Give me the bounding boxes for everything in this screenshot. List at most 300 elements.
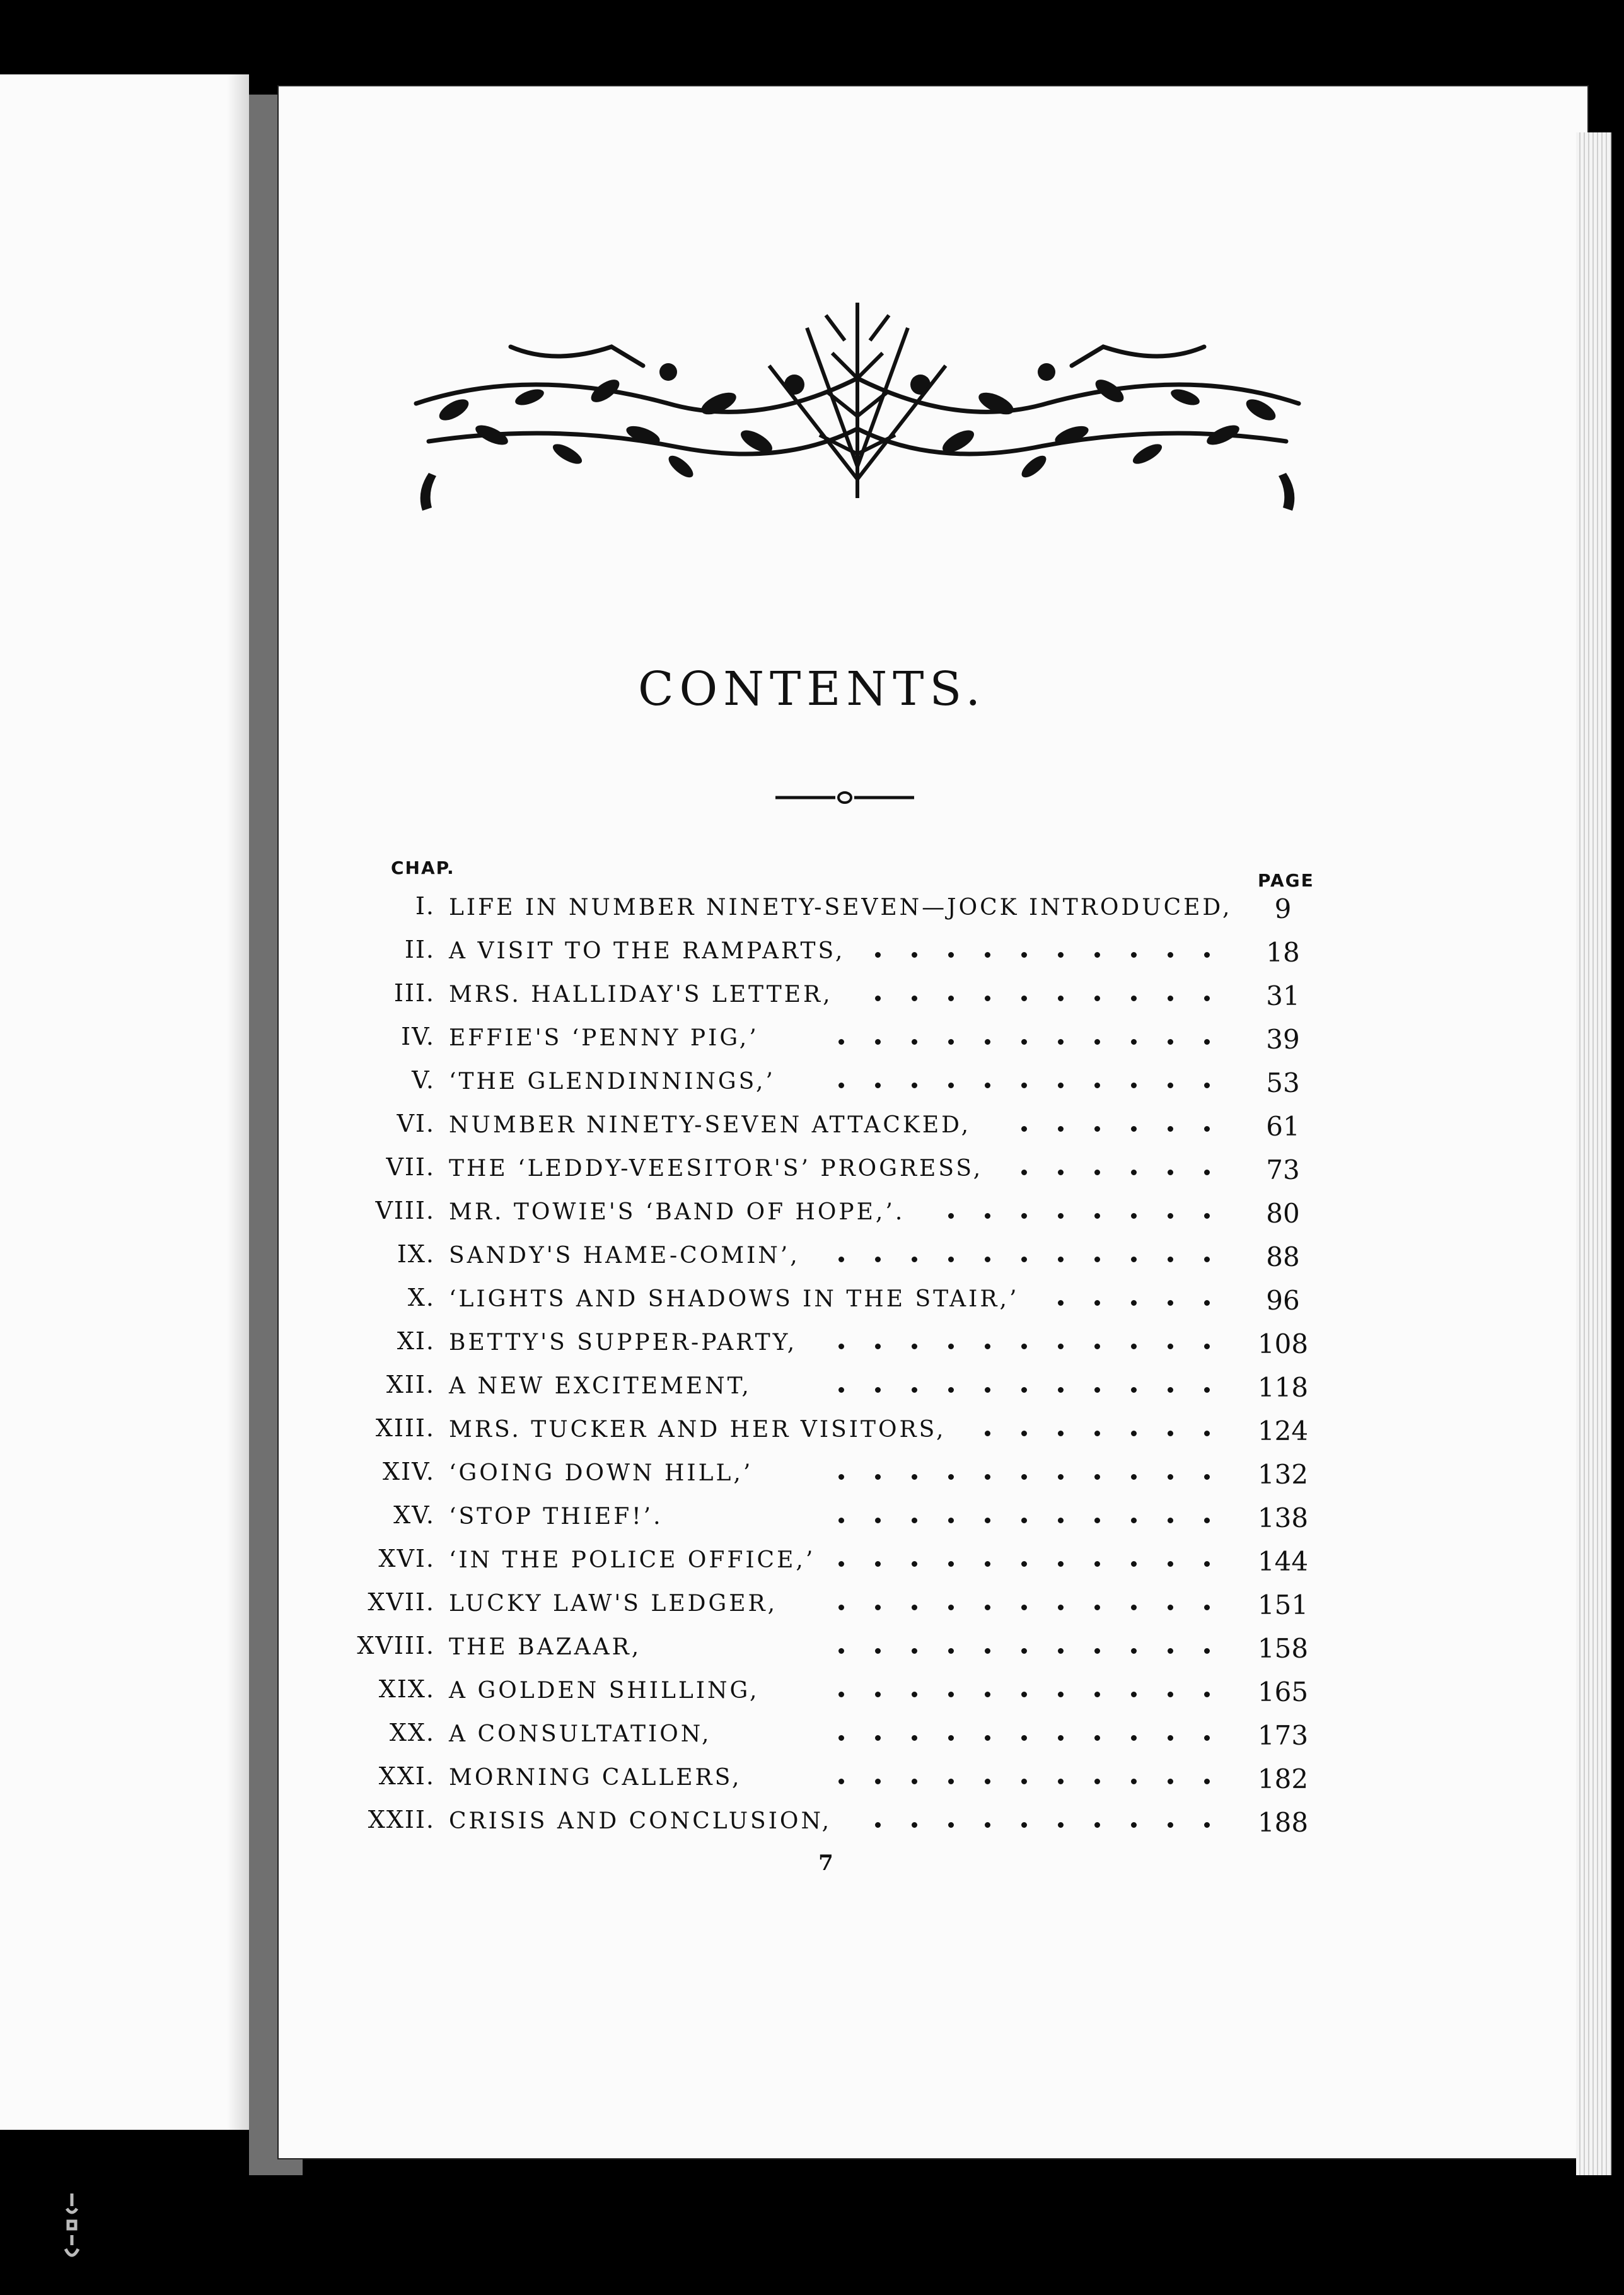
dot-leader <box>1204 1735 1210 1741</box>
chapter-page-number: 108 <box>1257 1328 1309 1359</box>
chapter-numeral: XIV. <box>383 1458 435 1485</box>
dot-leader <box>1204 1300 1210 1306</box>
chapter-numeral: VII. <box>386 1153 435 1181</box>
chapter-title: MRS. TUCKER AND HER VISITORS, <box>449 1417 946 1443</box>
dot-leader <box>948 1213 954 1219</box>
dot-leader <box>1131 1518 1137 1523</box>
toc-entry <box>0 1719 1624 1762</box>
toc-entry <box>0 892 1624 935</box>
dot-leader <box>912 1822 917 1828</box>
chapter-title: LUCKY LAW'S LEDGER, <box>449 1591 778 1617</box>
dot-leader <box>838 1474 844 1480</box>
dot-leader <box>875 1735 881 1741</box>
dot-leader <box>838 1344 844 1349</box>
dot-leader <box>1168 1779 1173 1784</box>
dot-leader <box>948 1561 954 1567</box>
chapter-page-number: 124 <box>1257 1415 1309 1446</box>
chapter-page-number: 31 <box>1266 980 1300 1011</box>
dot-leader <box>1204 996 1210 1001</box>
dot-leader <box>948 952 954 958</box>
dot-leader <box>1204 1344 1210 1349</box>
dot-leader <box>985 1344 990 1349</box>
dot-leader <box>1058 1083 1064 1088</box>
dot-leader <box>1131 1431 1137 1436</box>
chapter-numeral: IX. <box>397 1240 435 1268</box>
dot-leader <box>1131 1822 1137 1828</box>
dot-leader <box>1021 1648 1027 1654</box>
chapter-page-number: 73 <box>1266 1154 1300 1185</box>
dot-leader <box>1094 1561 1100 1567</box>
dot-leader <box>1168 1648 1173 1654</box>
dot-leader <box>1094 1605 1100 1610</box>
dot-leader <box>1058 1605 1064 1610</box>
chapter-page-number: 132 <box>1257 1459 1309 1490</box>
dot-leader <box>1168 1344 1173 1349</box>
dot-leader <box>875 1561 881 1567</box>
dot-leader <box>1131 1257 1137 1262</box>
dot-leader <box>1204 1083 1210 1088</box>
dot-leader <box>1021 1561 1027 1567</box>
dot-leader <box>1131 1735 1137 1741</box>
dot-leader <box>1204 1561 1210 1567</box>
dot-leader <box>1131 1605 1137 1610</box>
dot-leader <box>1204 1474 1210 1480</box>
dot-leader <box>1058 1561 1064 1567</box>
dot-leader <box>1204 952 1210 958</box>
chapter-page-number: 158 <box>1257 1633 1309 1664</box>
dot-leader <box>1094 1822 1100 1828</box>
dot-leader <box>1058 1518 1064 1523</box>
dot-leader <box>1168 1561 1173 1567</box>
chapter-title: MRS. HALLIDAY'S LETTER, <box>449 982 833 1008</box>
dot-leader <box>838 1561 844 1567</box>
chapter-title: BETTY'S SUPPER-PARTY, <box>449 1330 798 1356</box>
dot-leader <box>875 1474 881 1480</box>
dot-leader <box>912 1692 917 1697</box>
dot-leader <box>1204 1170 1210 1175</box>
page-column-header: PAGE <box>1258 870 1314 891</box>
dot-leader <box>985 996 990 1001</box>
dot-leader <box>1058 1170 1064 1175</box>
dot-leader <box>912 1561 917 1567</box>
dot-leader <box>912 1474 917 1480</box>
dot-leader <box>1168 1518 1173 1523</box>
dot-leader <box>875 1344 881 1349</box>
toc-entry <box>0 936 1624 979</box>
dot-leader <box>1094 1300 1100 1306</box>
dot-leader <box>1021 1039 1027 1045</box>
chapter-numeral: I. <box>415 892 435 920</box>
chapter-numeral: XIX. <box>378 1675 435 1703</box>
toc-entry <box>0 979 1624 1022</box>
dot-leader <box>875 1605 881 1610</box>
dot-leader <box>838 1648 844 1654</box>
chapter-title: ‘THE GLENDINNINGS,’ <box>449 1069 775 1095</box>
dot-leader <box>948 1735 954 1741</box>
dot-leader <box>1204 1213 1210 1219</box>
dot-leader <box>1094 1213 1100 1219</box>
dot-leader <box>1094 1779 1100 1784</box>
dot-leader <box>1168 1692 1173 1697</box>
dot-leader <box>985 1083 990 1088</box>
dot-leader <box>875 1257 881 1262</box>
dot-leader <box>1204 1387 1210 1393</box>
dot-leader <box>985 1605 990 1610</box>
dot-leader <box>1131 1126 1137 1132</box>
dot-leader <box>1021 1779 1027 1784</box>
dot-leader <box>985 1735 990 1741</box>
chapter-numeral: XI. <box>397 1327 435 1355</box>
chapter-title: A NEW EXCITEMENT, <box>449 1373 751 1399</box>
dot-leader <box>1131 1213 1137 1219</box>
dot-leader <box>1021 1387 1027 1393</box>
toc-entry <box>0 1153 1624 1196</box>
title-rule-ornament <box>775 788 914 807</box>
dot-leader <box>912 1518 917 1523</box>
dot-leader <box>1168 1300 1173 1306</box>
dot-leader <box>1168 996 1173 1001</box>
dot-leader <box>1058 1039 1064 1045</box>
chapter-page-number: 18 <box>1266 937 1300 968</box>
dot-leader <box>1021 952 1027 958</box>
dot-leader <box>1168 1605 1173 1610</box>
chapter-numeral: XX. <box>389 1719 435 1746</box>
dot-leader <box>875 996 881 1001</box>
dot-leader <box>875 1387 881 1393</box>
dot-leader <box>1058 1300 1064 1306</box>
dot-leader <box>948 1039 954 1045</box>
chapter-numeral: X. <box>407 1284 435 1311</box>
dot-leader <box>1204 1518 1210 1523</box>
dot-leader <box>985 952 990 958</box>
dot-leader <box>1021 1126 1027 1132</box>
dot-leader <box>1021 996 1027 1001</box>
dot-leader <box>912 996 917 1001</box>
dot-leader <box>1058 1474 1064 1480</box>
dot-leader <box>1094 1387 1100 1393</box>
dot-leader <box>912 1344 917 1349</box>
dot-leader <box>1168 1039 1173 1045</box>
toc-entry <box>0 1501 1624 1544</box>
toc-entry <box>0 1675 1624 1718</box>
chapter-page-number: 151 <box>1257 1589 1309 1620</box>
dot-leader <box>1204 1692 1210 1697</box>
dot-leader <box>838 1692 844 1697</box>
dot-leader <box>1021 1692 1027 1697</box>
chapter-numeral: XVIII. <box>357 1632 435 1659</box>
chapter-page-number: 61 <box>1266 1111 1300 1142</box>
chapter-numeral: XVII. <box>368 1588 435 1616</box>
dot-leader <box>1058 1648 1064 1654</box>
chapter-numeral: XXI. <box>378 1762 435 1790</box>
toc-entry <box>0 1458 1624 1501</box>
dot-leader <box>1094 1126 1100 1132</box>
dot-leader <box>838 1257 844 1262</box>
dot-leader <box>1168 1083 1173 1088</box>
chapter-title: ‘STOP THIEF!’. <box>449 1504 663 1530</box>
dot-leader <box>1131 1474 1137 1480</box>
dot-leader <box>1094 1170 1100 1175</box>
dot-leader <box>1058 1779 1064 1784</box>
dot-leader <box>875 1039 881 1045</box>
dot-leader <box>838 1779 844 1784</box>
toc-entry <box>0 1545 1624 1588</box>
dot-leader <box>948 1605 954 1610</box>
chapter-numeral: VIII. <box>375 1197 435 1224</box>
dot-leader <box>875 1518 881 1523</box>
chapter-title: A GOLDEN SHILLING, <box>449 1678 760 1704</box>
page-title: CONTENTS. <box>637 662 987 716</box>
chapter-title: MORNING CALLERS, <box>449 1765 742 1791</box>
dot-leader <box>1021 1735 1027 1741</box>
dot-leader <box>1168 952 1173 958</box>
chapter-title: NUMBER NINETY-SEVEN ATTACKED, <box>449 1112 972 1138</box>
dot-leader <box>838 1735 844 1741</box>
dot-leader <box>1204 1039 1210 1045</box>
toc-entry <box>0 1110 1624 1153</box>
dot-leader <box>1131 1561 1137 1567</box>
dot-leader <box>875 1083 881 1088</box>
dot-leader <box>1094 1039 1100 1045</box>
chapter-title: LIFE IN NUMBER NINETY-SEVEN—JOCK INTRODUCED, <box>449 895 1232 921</box>
dot-leader <box>1094 996 1100 1001</box>
dot-leader <box>1021 1344 1027 1349</box>
dot-leader <box>985 1474 990 1480</box>
dot-leader <box>1168 1257 1173 1262</box>
dot-leader <box>948 1387 954 1393</box>
dot-leader <box>1168 1474 1173 1480</box>
dot-leader <box>1131 1779 1137 1784</box>
dot-leader <box>1021 1605 1027 1610</box>
chapter-numeral: VI. <box>397 1110 435 1137</box>
chapter-page-number: 188 <box>1257 1807 1309 1838</box>
dot-leader <box>912 1039 917 1045</box>
dot-leader <box>1204 1126 1210 1132</box>
toc-entry <box>0 1197 1624 1240</box>
dot-leader <box>1021 1213 1027 1219</box>
dot-leader <box>1131 1300 1137 1306</box>
dot-leader <box>1168 1387 1173 1393</box>
chapter-page-number: 118 <box>1257 1372 1309 1403</box>
toc-entry <box>0 1023 1624 1066</box>
chapter-title: A CONSULTATION, <box>449 1721 712 1747</box>
dot-leader <box>985 1648 990 1654</box>
chapter-page-number: 88 <box>1266 1241 1300 1272</box>
dot-leader <box>1168 1822 1173 1828</box>
dot-leader <box>1058 1692 1064 1697</box>
dot-leader <box>1131 1083 1137 1088</box>
dot-leader <box>1204 1648 1210 1654</box>
dot-leader <box>985 1257 990 1262</box>
chapter-page-number: 53 <box>1266 1067 1300 1098</box>
dot-leader <box>912 1648 917 1654</box>
chapter-page-number: 9 <box>1274 893 1292 924</box>
dot-leader <box>985 1561 990 1567</box>
chapter-title: ‘GOING DOWN HILL,’ <box>449 1460 753 1486</box>
dot-leader <box>1204 1822 1210 1828</box>
dot-leader <box>1094 1344 1100 1349</box>
dot-leader <box>1058 1387 1064 1393</box>
dot-leader <box>948 1344 954 1349</box>
chap-column-header: CHAP. <box>391 857 455 878</box>
dot-leader <box>1094 1083 1100 1088</box>
toc-entry <box>0 1588 1624 1631</box>
dot-leader <box>985 1431 990 1436</box>
dot-leader <box>875 952 881 958</box>
chapter-numeral: XII. <box>386 1371 435 1398</box>
dot-leader <box>948 1474 954 1480</box>
dot-leader <box>1058 1126 1064 1132</box>
dot-leader <box>875 1648 881 1654</box>
dot-leader <box>1021 1518 1027 1523</box>
dot-leader <box>1021 1431 1027 1436</box>
dot-leader <box>1021 1170 1027 1175</box>
toc-entry <box>0 1806 1624 1849</box>
dot-leader <box>1058 1735 1064 1741</box>
toc-entry <box>0 1240 1624 1283</box>
toc-entry <box>0 1371 1624 1414</box>
dot-leader <box>948 1083 954 1088</box>
dot-leader <box>948 1779 954 1784</box>
dot-leader <box>912 1083 917 1088</box>
chapter-title: SANDY'S HAME-COMIN’, <box>449 1243 800 1269</box>
dot-leader <box>1168 1431 1173 1436</box>
dot-leader <box>1058 1822 1064 1828</box>
dot-leader <box>1204 1431 1210 1436</box>
dot-leader <box>985 1213 990 1219</box>
dot-leader <box>1094 1431 1100 1436</box>
chapter-title: A VISIT TO THE RAMPARTS, <box>449 938 845 964</box>
dot-leader <box>1131 996 1137 1001</box>
dot-leader <box>948 996 954 1001</box>
dot-leader <box>1168 1735 1173 1741</box>
dot-leader <box>1204 1257 1210 1262</box>
dot-leader <box>1094 1518 1100 1523</box>
dot-leader <box>912 1735 917 1741</box>
chapter-numeral: III. <box>393 979 435 1007</box>
dot-leader <box>985 1518 990 1523</box>
chapter-numeral: XV. <box>393 1501 435 1529</box>
chapter-page-number: 144 <box>1257 1546 1309 1577</box>
dot-leader <box>1131 1039 1137 1045</box>
chapter-page-number: 39 <box>1266 1024 1300 1055</box>
toc-entry <box>0 1632 1624 1675</box>
dot-leader <box>1131 1387 1137 1393</box>
dot-leader <box>1168 1170 1173 1175</box>
toc-entry <box>0 1066 1624 1109</box>
dot-leader <box>1131 1170 1137 1175</box>
dot-leader <box>912 952 917 958</box>
chapter-page-number: 138 <box>1257 1502 1309 1533</box>
dot-leader <box>1094 1474 1100 1480</box>
dot-leader <box>875 1779 881 1784</box>
dot-leader <box>1168 1126 1173 1132</box>
dot-leader <box>1094 1648 1100 1654</box>
chapter-title: ‘IN THE POLICE OFFICE,’ <box>449 1547 816 1573</box>
dot-leader <box>912 1605 917 1610</box>
dot-leader <box>985 1387 990 1393</box>
dot-leader <box>1058 952 1064 958</box>
dot-leader <box>948 1822 954 1828</box>
dot-leader <box>838 1039 844 1045</box>
chapter-title: ‘LIGHTS AND SHADOWS IN THE STAIR,’ <box>449 1286 1019 1312</box>
dot-leader <box>1021 1822 1027 1828</box>
chapter-numeral: XIII. <box>375 1414 435 1442</box>
dot-leader <box>1131 1344 1137 1349</box>
toc-entry <box>0 1284 1624 1327</box>
chapter-title: CRISIS AND CONCLUSION, <box>449 1808 832 1834</box>
dot-leader <box>985 1039 990 1045</box>
dot-leader <box>912 1387 917 1393</box>
dot-leader <box>875 1822 881 1828</box>
dot-leader <box>985 1779 990 1784</box>
dot-leader <box>948 1518 954 1523</box>
chapter-page-number: 173 <box>1257 1720 1309 1751</box>
dot-leader <box>838 1083 844 1088</box>
dot-leader <box>1058 1431 1064 1436</box>
dot-leader <box>1094 952 1100 958</box>
chapter-title: MR. TOWIE'S ‘BAND OF HOPE,’. <box>449 1199 905 1225</box>
chapter-numeral: XXII. <box>368 1806 435 1833</box>
dot-leader <box>1131 1692 1137 1697</box>
dot-leader <box>912 1257 917 1262</box>
dot-leader <box>1131 1648 1137 1654</box>
dot-leader <box>1058 996 1064 1001</box>
toc-entry <box>0 1762 1624 1805</box>
chapter-page-number: 96 <box>1266 1285 1300 1316</box>
toc-entry <box>0 1327 1624 1370</box>
chapter-numeral: XVI. <box>378 1545 435 1572</box>
dot-leader <box>948 1257 954 1262</box>
dot-leader <box>838 1387 844 1393</box>
dot-leader <box>1168 1213 1173 1219</box>
floral-ornament-icon <box>403 277 1311 517</box>
dot-leader <box>1021 1474 1027 1480</box>
dot-leader <box>1021 1257 1027 1262</box>
chapter-title: THE BAZAAR, <box>449 1634 642 1660</box>
scanner-mark-icon <box>61 2191 83 2267</box>
chapter-title: THE ‘LEDDY-VEESITOR'S’ PROGRESS, <box>449 1156 983 1182</box>
dot-leader <box>838 1605 844 1610</box>
dot-leader <box>1058 1213 1064 1219</box>
dot-leader <box>948 1648 954 1654</box>
dot-leader <box>875 1692 881 1697</box>
chapter-numeral: V. <box>412 1066 435 1094</box>
dot-leader <box>1094 1692 1100 1697</box>
dot-leader <box>1021 1083 1027 1088</box>
dot-leader <box>1204 1605 1210 1610</box>
dot-leader <box>1094 1257 1100 1262</box>
chapter-page-number: 182 <box>1257 1763 1309 1794</box>
dot-leader <box>1058 1257 1064 1262</box>
dot-leader <box>1204 1779 1210 1784</box>
chapter-numeral: IV. <box>401 1023 435 1050</box>
dot-leader <box>1058 1344 1064 1349</box>
dot-leader <box>1094 1735 1100 1741</box>
chapter-page-number: 80 <box>1266 1198 1300 1229</box>
dot-leader <box>838 1518 844 1523</box>
dot-leader <box>912 1779 917 1784</box>
chapter-title: EFFIE'S ‘PENNY PIG,’ <box>449 1025 759 1051</box>
chapter-numeral: II. <box>404 936 435 963</box>
dot-leader <box>985 1822 990 1828</box>
dot-leader <box>985 1692 990 1697</box>
page-number: 7 <box>818 1851 833 1876</box>
chapter-page-number: 165 <box>1257 1676 1309 1707</box>
dot-leader <box>1131 952 1137 958</box>
toc-entry <box>0 1414 1624 1457</box>
dot-leader <box>948 1692 954 1697</box>
